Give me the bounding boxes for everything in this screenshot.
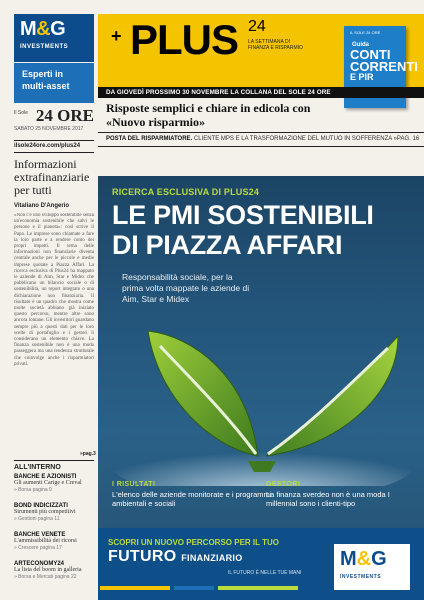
promo-line2 — [108, 548, 243, 566]
mg-investments-ad[interactable] — [14, 14, 94, 62]
site-link[interactable]: ilsole24ore.com/plus24 — [14, 143, 81, 149]
mg-logo-sub: INVESTMENTS — [340, 574, 382, 580]
posta-text: CLIENTE MPS E LA TRASFORMAZIONE DEL MUTUO IN SOFFERENZA »PAG. 16 — [192, 136, 420, 142]
masthead-name: 24 ORE — [35, 106, 94, 125]
leaf-glow — [113, 432, 413, 486]
inside-item[interactable] — [14, 561, 98, 580]
inside-item-title: La lista del boom in galleria — [14, 567, 82, 573]
masthead-small: Il Sole — [14, 110, 28, 116]
divider — [14, 152, 94, 153]
inside-item-head: BOND INDICIZZATI — [14, 503, 68, 509]
book-title: CONTI CORRENTI — [350, 47, 418, 74]
plus-number: 24 — [248, 18, 266, 35]
cover-subtitle: Responsabilità sociale, per la prima volta mappate le aziende di Aim, Star e Midex — [122, 272, 250, 304]
section-risultati[interactable] — [112, 481, 288, 508]
gestori-text: La finanza sverdeo non è una moda I millennial sono i clienti-tipo — [266, 490, 390, 508]
inside-item-page: » Borsa pagina 9 — [14, 487, 52, 493]
byline: Vitaliano D'Angerio — [14, 203, 69, 209]
inside-item-page: » Crescere pagina 17 — [14, 545, 62, 551]
inside-item[interactable] — [14, 532, 98, 551]
leaf-illustration — [98, 296, 424, 486]
inside-item-head: ARTECONOMY24 — [14, 561, 65, 567]
inside-item[interactable] — [14, 474, 98, 493]
promo-banner — [98, 87, 424, 98]
editorial-text: «Non c'è uno sviluppo sostenibile senza un'economia sostenibile che salvi le persone e il pianeta»: così scrive il Papa. Le imprese sono chiamate a fare la loro parte e a rendere conto dei propri impatti. Il tema delle informazioni non finanziarie diventa centrale anche per le piccole e medie imprese quotate a Piazza Affari. La ricerca esclusiva di Plus24 ha mappato le aziende di Aim, Star e Midex che pubblicano un bilancio sociale o di sostenibilità, un report integrato o una dichiarazione non finanziaria. Il risultato è un quadro che mostra come molte società abbiano già iniziato questo percorso, mentre altre sono ancora lontane. Gli investitori guardano sempre più a questi dati per le loro scelte di portafoglio e i gestori li considerano un elemento chiave. La finanza sostenibile non è una moda passeggera ma una tendenza strutturale che coinvolge anche i risparmiatori privati. — [14, 213, 94, 367]
divider — [98, 146, 424, 147]
inside-item[interactable] — [14, 503, 98, 522]
issue-date: SABATO 25 NOVEMBRE 2017 — [14, 126, 84, 132]
book-kicker: Guida — [352, 42, 370, 48]
divider — [14, 460, 94, 461]
cover-title-line: LE PMI SOSTENIBILI — [112, 200, 374, 230]
book-subtitle: E PIR — [350, 72, 374, 82]
mg-logo-sub: INVESTMENTS — [20, 44, 69, 50]
risultati-tag: I RISULTATI — [112, 481, 156, 488]
mg-logo-text: M&G — [340, 548, 387, 570]
editorial-title: Informazioni extrafinanziarie per tutti — [14, 157, 90, 197]
promo-line3: IL FUTURO È NELLE TUE MANI — [228, 570, 302, 576]
divider — [98, 132, 424, 133]
promo-future: FUTURO — [108, 548, 177, 565]
mg-logo: M&G — [20, 18, 66, 40]
inside-item-title: Strumenti più competitivi — [14, 509, 76, 515]
inside-item-head: BANCHE E AZIONISTI — [14, 474, 77, 480]
inside-item-head: BANCHE VENETE — [14, 532, 66, 538]
decorative-bars — [100, 580, 330, 594]
section-gestori[interactable] — [266, 481, 416, 508]
left-column — [0, 0, 98, 600]
mg-promo-ad[interactable] — [98, 528, 424, 600]
posta-label: POSTA DEL RISPARMIATORE. — [106, 136, 193, 142]
cover-title-line: DI PIAZZA AFFARI — [112, 230, 343, 260]
editorial-page-ref[interactable]: »pag.3 — [80, 451, 96, 457]
promo-headline[interactable]: Risposte semplici e chiare in edicola con «Nuovo risparmio» — [106, 101, 311, 129]
divider — [14, 140, 94, 141]
inside-title: ALL'INTERNO — [14, 464, 61, 471]
promo-line1: SCOPRI UN NUOVO PERCORSO PER IL TUO — [108, 538, 279, 547]
plus-symbol: + — [111, 26, 122, 46]
inside-item-title: L'ammissibilità dei ricorsi — [14, 538, 77, 544]
plus24-masthead — [98, 14, 424, 87]
inside-item-title: Gli aumenti Carige e Creval — [14, 480, 82, 486]
cover-kicker: RICERCA ESCLUSIVA DI PLUS24 — [112, 187, 260, 197]
plus-logo: PLUS — [130, 16, 239, 63]
inside-item-page: » Gestioni pagina 11 — [14, 516, 60, 522]
promo-banner-text: DA GIOVEDÌ PROSSIMO 30 NOVEMBRE LA COLLANA DEL SOLE 24 ORE — [106, 89, 331, 96]
risultati-text: L'elenco delle aziende monitorate e i programmi ambientali e sociali — [112, 490, 272, 508]
newspaper-masthead — [14, 106, 94, 125]
inside-item-page: » Borsa e Mercati pagina 22 — [14, 574, 77, 580]
mg-expert-label: Esperti in multi-asset — [14, 63, 94, 103]
posta-strip[interactable] — [106, 136, 424, 142]
mg-logo-promo — [334, 544, 410, 590]
book-publisher: IL SOLE 24 ORE — [350, 30, 381, 35]
promo-financial: FINANZIARIO — [181, 553, 243, 563]
plus-tagline: LA SETTIMANA DI FINANZA E RISPARMIO — [248, 39, 303, 51]
gestori-tag: GESTORI — [266, 481, 301, 488]
cover-title — [112, 200, 412, 260]
